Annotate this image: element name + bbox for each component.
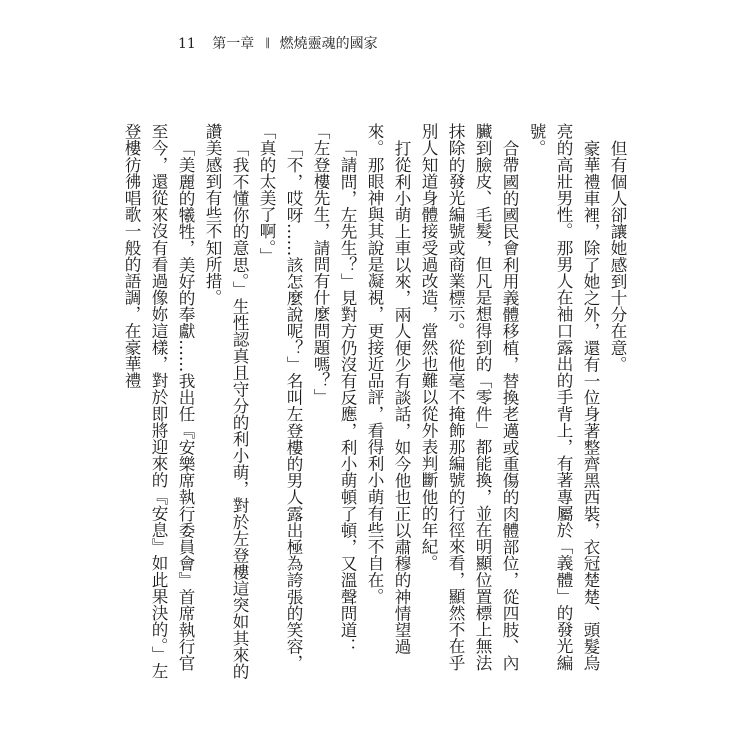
- paragraph: 「我不懂你的意思。」生性認真且守分的利小萌，對於左登樓這突如其來的讚美感到有些不知所措。: [203, 123, 249, 680]
- paragraph: 打從利小萌上車以來，兩人便少有談話，如今他也正以肅穆的神情望過來。那眼神與其說是凝視，更接近品評，看得利小萌有些不自在。: [365, 123, 411, 655]
- paragraph: 「美麗的犧牲，美好的奉獻……我出任『安樂席執行委員會』首席執行官至今，還從來沒有看過像妳這樣，對於即將迎來的『安息』如此果決的。」左登樓彷彿唱歌一般的語調，在豪華禮: [122, 123, 195, 680]
- chapter-label: 第一章: [212, 36, 255, 52]
- page-number: 11: [178, 36, 196, 52]
- chapter-ornament-icon: ║: [264, 39, 270, 49]
- paragraph: 合帶國的國民會利用義體移植，替換老邁或重傷的肉體部位，從四肢、內臟到臉皮、毛髮，但凡是想得到的「零件」都能換，並在明顯位置標上無法抹除的發光編號或商業標示。從他毫不掩飾那編號的行徑來看，顯然不在乎別人知道身體接受過改造，當然也難以從外表判斷他的年紀。: [419, 123, 519, 671]
- vertical-text-columns: [118, 123, 631, 683]
- paragraph: 豪華禮車裡，除了她之外，還有一位身著整齊黑西裝，衣冠楚楚、頭髮烏亮的高壯男性。那男人在袖口露出的手背上，有著專屬於「義體」的發光編號。: [527, 123, 600, 671]
- chapter-title: 燃燒靈魂的國家: [279, 36, 378, 52]
- paragraph: 但有個人卻讓她感到十分在意。: [608, 139, 627, 372]
- paragraph: 「不，哎呀……該怎麼說呢？」名叫左登樓的男人露出極為誇張的笑容，「真的太美了啊。」: [257, 123, 303, 671]
- body-text: [118, 123, 638, 683]
- paragraph: 「請問，左先生？」見對方仍沒有反應，利小萌頓了頓，又溫聲問道：「左登樓先生，請問有什麼問題嗎？」: [311, 123, 357, 655]
- running-header: [178, 36, 378, 52]
